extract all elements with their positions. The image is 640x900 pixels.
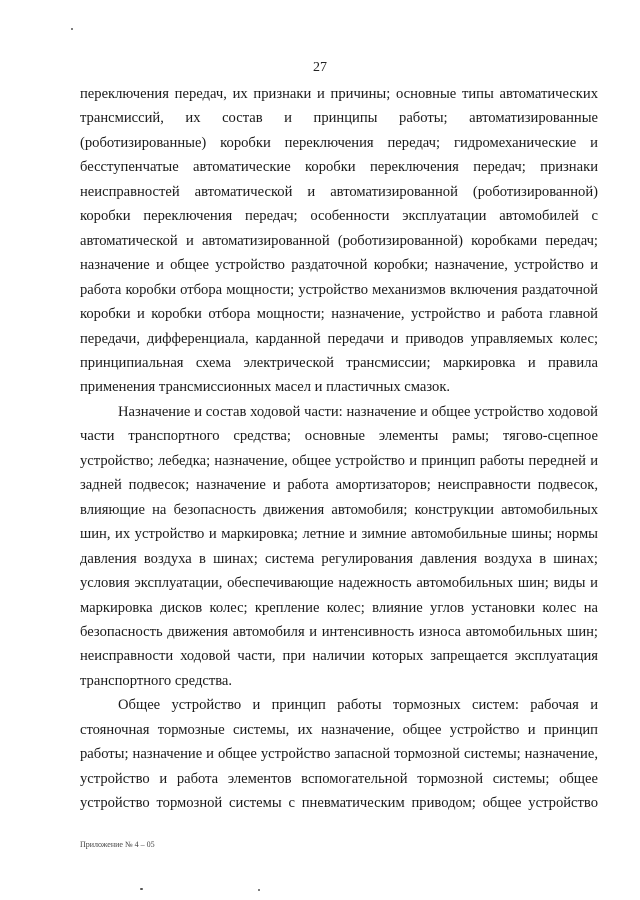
page-footer: Приложение № 4 – 05 <box>80 840 155 849</box>
body-text <box>80 82 598 816</box>
paragraph-transmission: переключения передач, их признаки и причины; основные типы автоматических трансмиссий, их состав и принципы работы; автоматизированные (роботизированные) коробки переключения передач; гидромеханические и бесступенчатые автоматические коробки переключения передач; признаки неисправностей автоматической и автоматизированной (роботизированной) коробки переключения передач; особенности эксплуатации автомобилей с автоматической и автоматизированной (роботизированной) коробками передач; назначение и общее устройство раздаточной коробки; назначение, устройство и работа коробки отбора мощности; устройство механизмов включения раздаточной коробки и коробки отбора мощности; назначение, устройство и работа главной передачи, дифференциала, карданной передачи и приводов управляемых колес; принципиальная схема электрической трансмиссии; маркировка и правила применения трансмиссионных масел и пластичных смазок. <box>80 86 598 396</box>
scan-dust-mark <box>258 889 260 891</box>
scan-dust-mark <box>71 28 73 30</box>
paragraph-brake-systems: Общее устройство и принцип работы тормозных систем: рабочая и стояночная тормозные системы, их назначение, общее устройство и принцип работы; назначение и общее устройство запасной тормозной системы; назначение, устройство и работа элементов вспомогательной тормозной системы; общее устройство тормозной системы с пневматическим приводом; общее устройство <box>80 697 598 812</box>
page-number: 27 <box>313 60 327 75</box>
paragraph-running-gear: Назначение и состав ходовой части: назначение и общее устройство ходовой части транспортного средства; основные элементы рамы; тягово-сцепное устройство; лебедка; назначение, общее устройство и принцип работы передней и задней подвесок; назначение и работа амортизаторов; неисправности подвесок, влияющие на безопасность движения автомобиля; конструкции автомобильных шин, их устройство и маркировка; летние и зимние автомобильные шины; нормы давления воздуха в шинах; система регулирования давления воздуха в шинах; условия эксплуатации, обеспечивающие надежность автомобильных шин; виды и маркировка дисков колес; крепление колес; влияние углов установки колес на безопасность движения автомобиля и интенсивность износа автомобильных шин; неисправности ходовой части, при наличии которых запрещается эксплуатация транспортного средства. <box>80 403 598 689</box>
scan-dust-mark <box>140 888 143 890</box>
